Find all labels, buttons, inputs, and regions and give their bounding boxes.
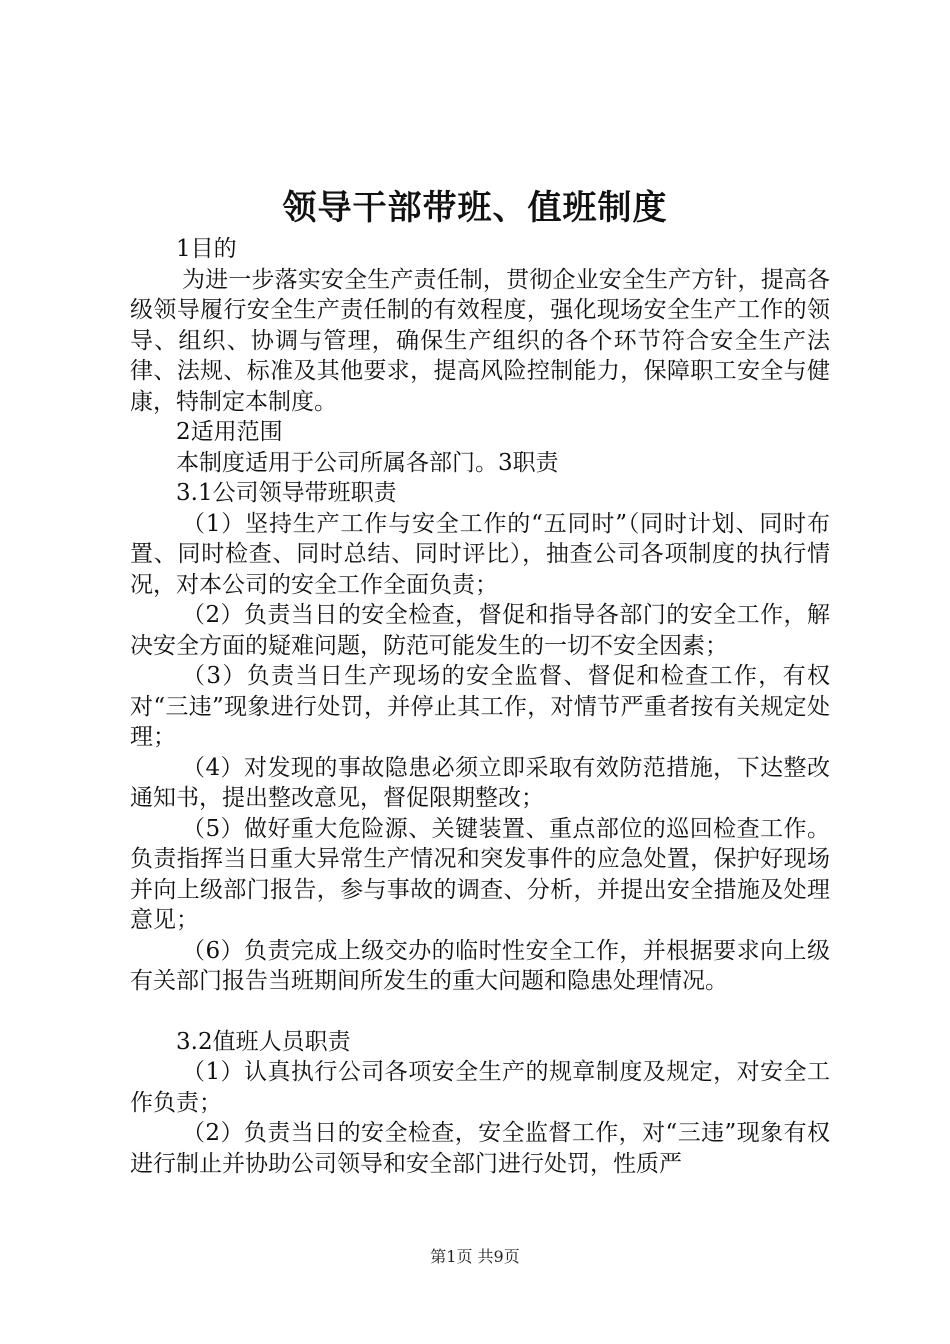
- list-item: （5）做好重大危险源、关键装置、重点部位的巡回检查工作。负责指挥当日重大异常生产情况和突发事件的应急处置，保护好现场并向上级部门报告，参与事故的调查、分析，并提出安全措施及处理意见；: [130, 815, 830, 933]
- section-heading-scope: 2适用范围: [176, 419, 283, 445]
- list-item: （3）负责当日生产现场的安全监督、督促和检查工作，有权对“三违”现象进行处罚，并停止其工作，对情节严重者按有关规定处理；: [130, 663, 830, 750]
- list-item: （4）对发现的事故隐患必须立即采取有效防范措施，下达整改通知书，提出整改意见，督促限期整改；: [130, 754, 830, 811]
- paragraph-purpose: 为进一步落实安全生产责任制，贯彻企业安全生产方针，提高各级领导履行安全生产责任制的有效程度，强化现场安全生产工作的领导、组织、协调与管理，确保生产组织的各个环节符合安全生产法律、法规、标准及其他要求，提高风险控制能力，保障职工安全与健康，特制定本制度。: [130, 266, 830, 415]
- list-item: （1）坚持生产工作与安全工作的“五同时”（同时计划、同时布置、同时检查、同时总结、同时评比），抽查公司各项制度的执行情况，对本公司的安全工作全面负责；: [130, 510, 830, 598]
- paragraph-scope: 本制度适用于公司所属各部门。3职责: [176, 449, 559, 476]
- section-heading-purpose: 1目的: [176, 236, 237, 262]
- document-title: 领导干部带班、值班制度: [282, 188, 668, 228]
- document-body: [130, 234, 830, 1179]
- paragraph-gap: [130, 997, 830, 1027]
- section-heading-leader: 3.1公司领导带班职责: [176, 480, 397, 506]
- list-item: （2）负责当日的安全检查，安全监督工作，对“三违”现象有权进行制止并协助公司领导和安全部门进行处罚，性质严: [130, 1120, 830, 1177]
- list-item: （2）负责当日的安全检查，督促和指导各部门的安全工作，解决安全方面的疑难问题，防范可能发生的一切不安全因素；: [130, 602, 830, 659]
- list-item: （6）负责完成上级交办的临时性安全工作，并根据要求向上级有关部门报告当班期间所发生的重大问题和隐患处理情况。: [130, 937, 830, 994]
- section-heading-duty: 3.2值班人员职责: [176, 1028, 351, 1055]
- page-number: 第1页 共9页: [430, 1247, 520, 1266]
- list-item: （1）认真执行公司各项安全生产的规章制度及规定，对安全工作负责；: [130, 1059, 830, 1116]
